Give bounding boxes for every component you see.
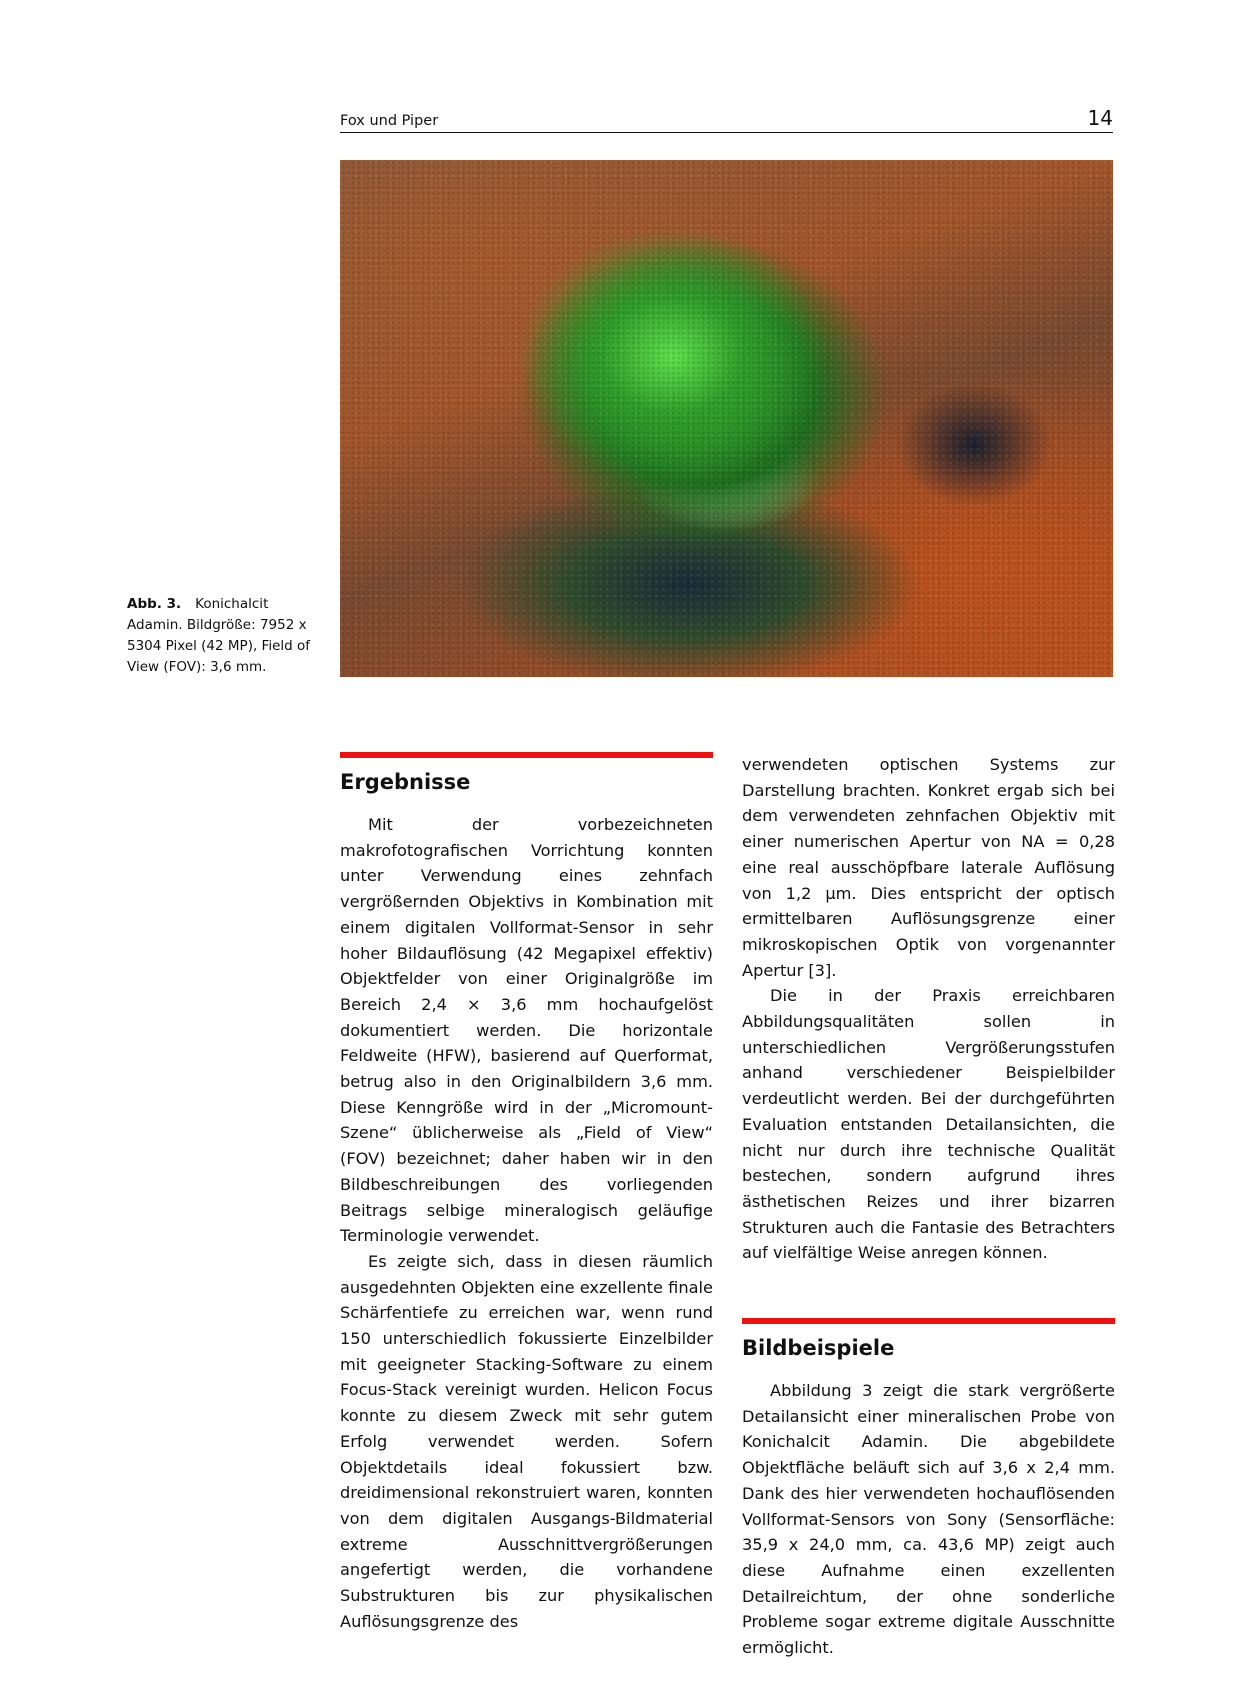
column-left: [340, 752, 713, 1635]
paragraph: Die in der Praxis erreichbaren Abbildungsqualitäten sollen in unterschiedlichen Vergrößerungsstufen anhand verschiedener Beispielbilder verdeutlicht werden. Bei der durchgeführten Evaluation entstanden Detailansichten, die nicht nur durch ihre technische Qualität bestechen, sondern aufgrund ihres ästhetischen Reizes und ihrer bizarren Strukturen auch die Fantasie des Betrachters auf vielfältige Weise anregen können.: [742, 986, 1115, 1263]
figure-caption: [127, 594, 317, 678]
running-head-authors: Fox und Piper: [340, 113, 439, 129]
paragraph: Es zeigte sich, dass in diesen räumlich ausgedehnten Objekten eine exzellente finale Schärfentiefe zu erreichen war, wenn rund 150 unterschiedlich fokussierte Einzelbilder mit geeigneter Stacking-Software zu einem Focus-Stack vereinigt wurden. Helicon Focus konnte zu diesem Zweck mit sehr gutem Erfolg verwendet werden. Sofern Objektdetails ideal fokussiert bzw. dreidimensional rekonstruiert waren, konnten von dem digitalen Ausgangs-Bildmaterial extreme Ausschnittvergrößerungen angefertigt werden, die vorhandene Substrukturen bis zur physikalischen Auflösungsgrenze des: [340, 1251, 713, 1631]
paragraph: Mit der vorbezeichneten makrofotografischen Vorrichtung konnten unter Verwendung eines zehnfach vergrößernden Objektivs in Kombination mit einem digitalen Vollformat-Sensor in sehr hoher Bildauflösung (42 Megapixel effektiv) Objektfelder von einer Originalgröße im Bereich 2,4 × 3,6 mm hochaufgelöst dokumentiert werden. Die horizontale Feldweite (HFW), basierend auf Querformat, betrug also in den Originalbildern 3,6 mm. Diese Kenngröße wird in der „Micromount-Szene“ üblicherweise als „Field of View“ (FOV) bezeichnet; daher haben wir in den Bildbeschreibungen des vorliegenden Beitrags selbige mineralogisch geläufige Terminologie verwendet.: [340, 815, 713, 1246]
section-heading-ergebnisse: Ergebnisse: [340, 770, 471, 794]
running-head: [340, 108, 1113, 133]
figure-caption-text: Konichalcit Adamin. Bildgröße: 7952 x 5304 Pixel (42 MP), Field of View (FOV): 3,6 mm.: [127, 596, 311, 675]
paragraph: Abbildung 3 zeigt die stark vergrößerte Detailansicht einer mineralischen Probe von Konichalcit Adamin. Die abgebildete Objektfläche beläuft sich auf 3,6 x 2,4 mm. Dank des hier verwendeten hochauflösenden Vollformat-Sensors von Sony (Sensorfläche: 35,9 x 24,0 mm, ca. 43,6 MP) zeigt auch diese Aufnahme einen exzellenten Detailreichtum, der ohne sonderliche Probleme sogar extreme digitale Ausschnitte ermöglicht.: [742, 1381, 1115, 1658]
column-right: [742, 752, 1115, 1661]
section-heading-bildbeispiele: Bildbeispiele: [742, 1336, 895, 1361]
paragraph-continuation: verwendeten optischen Systems zur Darstellung brachten. Konkret ergab sich bei dem verwendeten zehnfachen Objektiv mit einer numerischen Apertur von NA = 0,28 eine real ausschöpfbare laterale Auflösung von 1,2 µm. Dies entspricht der optisch ermittelbaren Auflösungsgrenze einer mikroskopischen Optik von vorgenannter Apertur [3].: [742, 755, 1115, 980]
photo-texture: [340, 160, 1113, 677]
section-bildbeispiele: [742, 1318, 1115, 1661]
page-number: 14: [1087, 106, 1113, 130]
mineral-photo: [340, 160, 1113, 677]
figure-label: Abb. 3.: [127, 596, 182, 612]
section-rule: [340, 752, 713, 758]
section-rule: [742, 1318, 1115, 1324]
